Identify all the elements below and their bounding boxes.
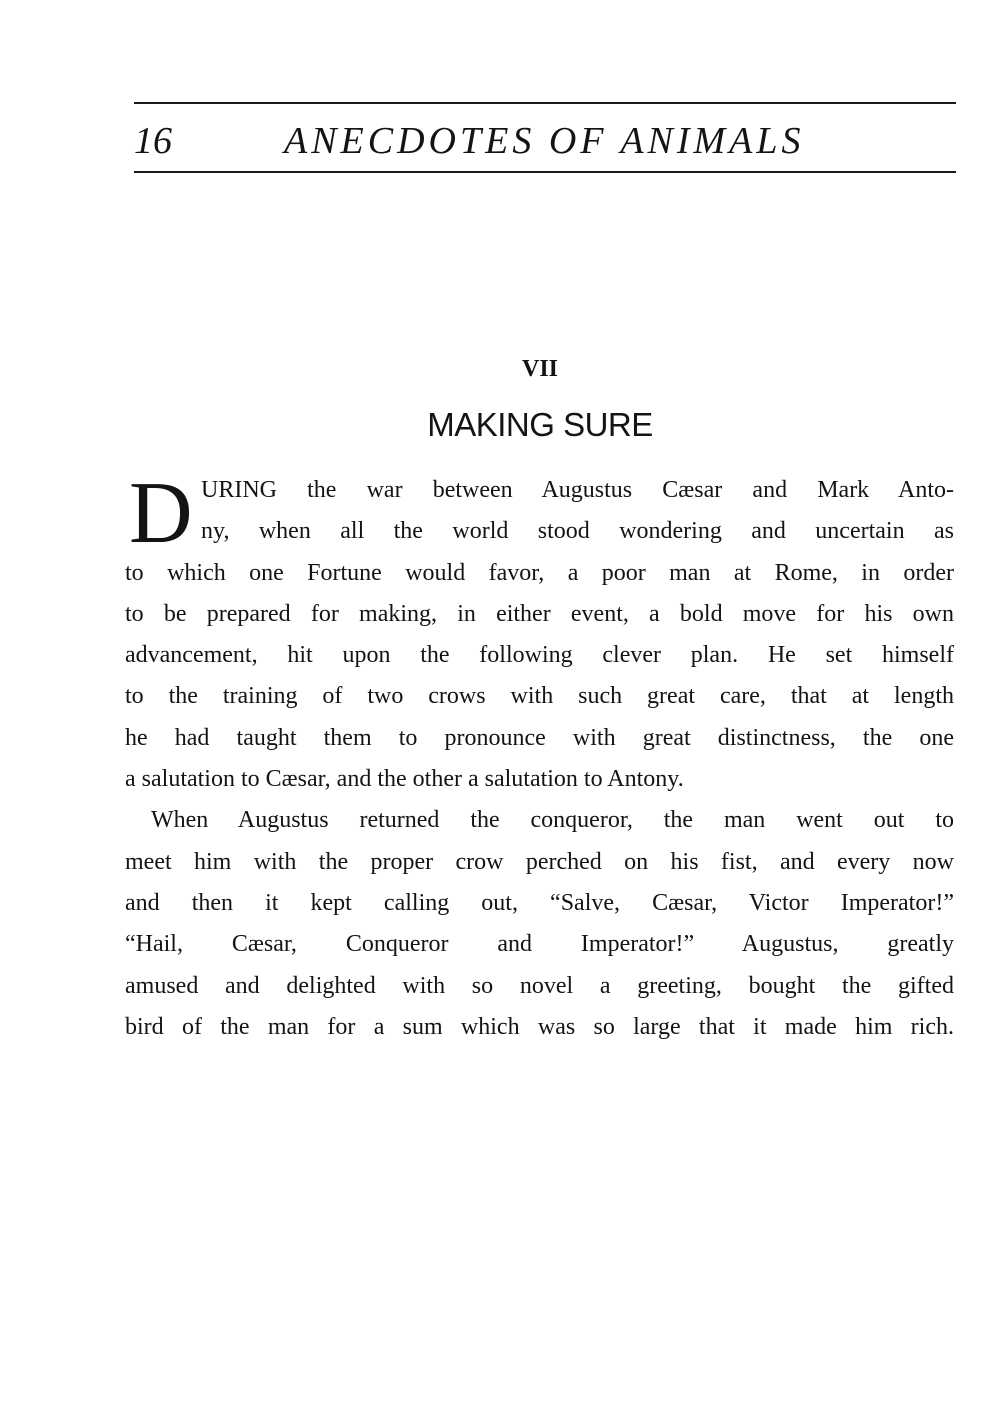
story-body: [125, 465, 954, 1048]
text-line: to which one Fortune would favor, a poor man at Rome, in order: [125, 559, 954, 586]
text-line: URING the war between Augustus Cæsar and Mark Anto-: [201, 477, 954, 503]
running-title: ANECDOTES OF ANIMALS: [284, 120, 805, 162]
chapter-title: MAKING SURE: [427, 406, 653, 443]
paragraph-1: [125, 465, 954, 800]
text-line: meet him with the proper crow perched on his fist, and every now: [125, 848, 954, 875]
paragraph-2: [125, 800, 954, 1048]
text-line: a salutation to Cæsar, and the other a salutation to Antony.: [125, 766, 684, 793]
text-line: to be prepared for making, in either event, a bold move for his own: [125, 600, 954, 627]
text-line: ny, when all the world stood wondering and uncertain as: [201, 518, 954, 545]
text-line: he had taught them to pronounce with great distinctness, the one: [125, 724, 954, 751]
text-line: advancement, hit upon the following clever plan. He set himself: [125, 642, 954, 669]
text-line: amused and delighted with so novel a greeting, bought the gifted: [125, 972, 954, 999]
text-line: to the training of two crows with such great care, that at length: [125, 683, 954, 710]
page-number: 16: [134, 120, 172, 162]
chapter-number: VII: [521, 356, 558, 382]
running-header: [134, 116, 954, 166]
text-line: When Augustus returned the conqueror, the man went out to: [151, 807, 954, 834]
drop-cap: D: [129, 465, 193, 562]
header-rule-bottom: [134, 171, 956, 173]
header-rule-top: [134, 102, 956, 104]
text-line: and then it kept calling out, “Salve, Cæsar, Victor Imperator!”: [125, 889, 954, 916]
text-line: bird of the man for a sum which was so large that it made him rich.: [125, 1013, 954, 1040]
text-line: “Hail, Cæsar, Conqueror and Imperator!” Augustus, greatly: [125, 931, 954, 958]
